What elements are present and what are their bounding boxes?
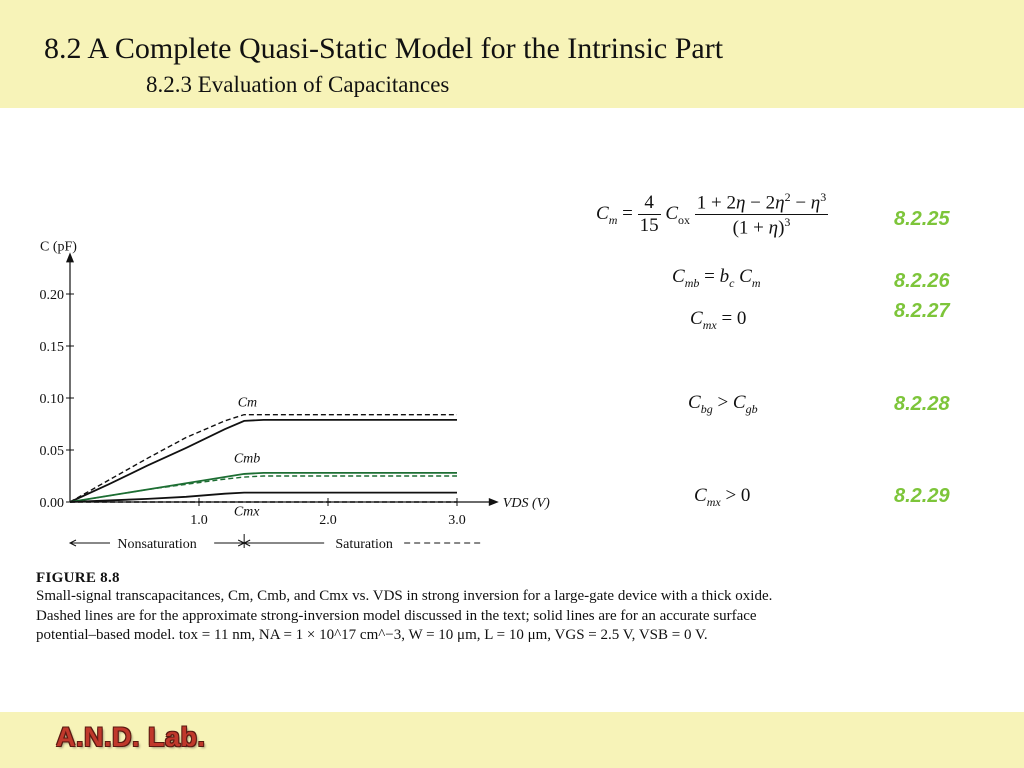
y-tick-label: 0.05 [39, 444, 64, 459]
equation-number-8-2-26: 8.2.26 [894, 270, 950, 292]
equation-number-8-2-28: 8.2.28 [894, 393, 950, 415]
equation-8-2-25: $C_m$ = $\frac{4}{15}$ $C_{ox}$ $\frac{1 + 2\eta - 2\eta^2 - \eta^3}{(1 + \eta)^3}$ [596, 190, 827, 239]
series-cm-dashed [70, 415, 457, 502]
y-tick-label: 0.15 [39, 340, 64, 355]
y-axis-label: C (pF) [40, 239, 77, 255]
series-cmb-solid [70, 473, 457, 502]
figure-label: FIGURE 8.8 [36, 570, 120, 586]
series-label-cmx: Cmx [233, 504, 260, 520]
slide-subtitle: 8.2.3 Evaluation of Capacitances [146, 72, 450, 97]
x-tick-label: 2.0 [319, 513, 337, 528]
region-label-nonsaturation: Nonsaturation [117, 537, 197, 552]
x-tick-label: 1.0 [190, 513, 208, 528]
series-cmx-solid [70, 493, 457, 502]
slide-title: 8.2 A Complete Quasi-Static Model for the Intrinsic Part [44, 32, 724, 65]
x-axis-label: VDS (V) [502, 496, 550, 511]
figure-caption-block [36, 570, 796, 646]
equation-number-8-2-25: 8.2.25 [894, 208, 950, 230]
y-tick-label: 0.10 [39, 392, 64, 407]
x-tick-label: 3.0 [448, 513, 466, 528]
equation-8-2-29: $C_{mx} > 0$ [694, 485, 751, 509]
figure-caption: Small-signal transcapacitances, Cm, Cmb, and Cmx vs. VDS in strong inversion for a large-gate device with a thick oxide. Dashed lines are for the approximate strong-inversion model discussed in the text; solid lines are for an accurate surface potential–based model. tox = 11 nm, NA = 1 × 10^17 cm^−3, W = 10 μm, L = 10 μm, VGS = 2.5 V, VSB = 0 V. [36, 588, 773, 643]
y-tick-label: 0.00 [39, 496, 64, 511]
equation-number-8-2-27: 8.2.27 [894, 300, 950, 322]
equation-8-2-28: $C_{bg} > C_{gb}$ [688, 392, 758, 416]
equation-8-2-26: $C_{mb} = b_c$ $C_m$ [672, 266, 761, 290]
lab-logo-text: A.N.D. Lab. [56, 722, 206, 752]
capacitance-chart [0, 220, 560, 565]
series-cmb-dashed [70, 476, 457, 502]
region-label-saturation: Saturation [335, 537, 393, 552]
y-tick-label: 0.20 [39, 288, 64, 303]
series-label-cm: Cm [237, 395, 258, 411]
x-axis-arrow [489, 498, 499, 506]
equation-number-8-2-29: 8.2.29 [894, 485, 950, 507]
series-cm-solid [70, 420, 457, 502]
equation-8-2-27: $C_{mx} = 0$ [690, 308, 747, 332]
series-label-cmb: Cmb [233, 451, 261, 467]
